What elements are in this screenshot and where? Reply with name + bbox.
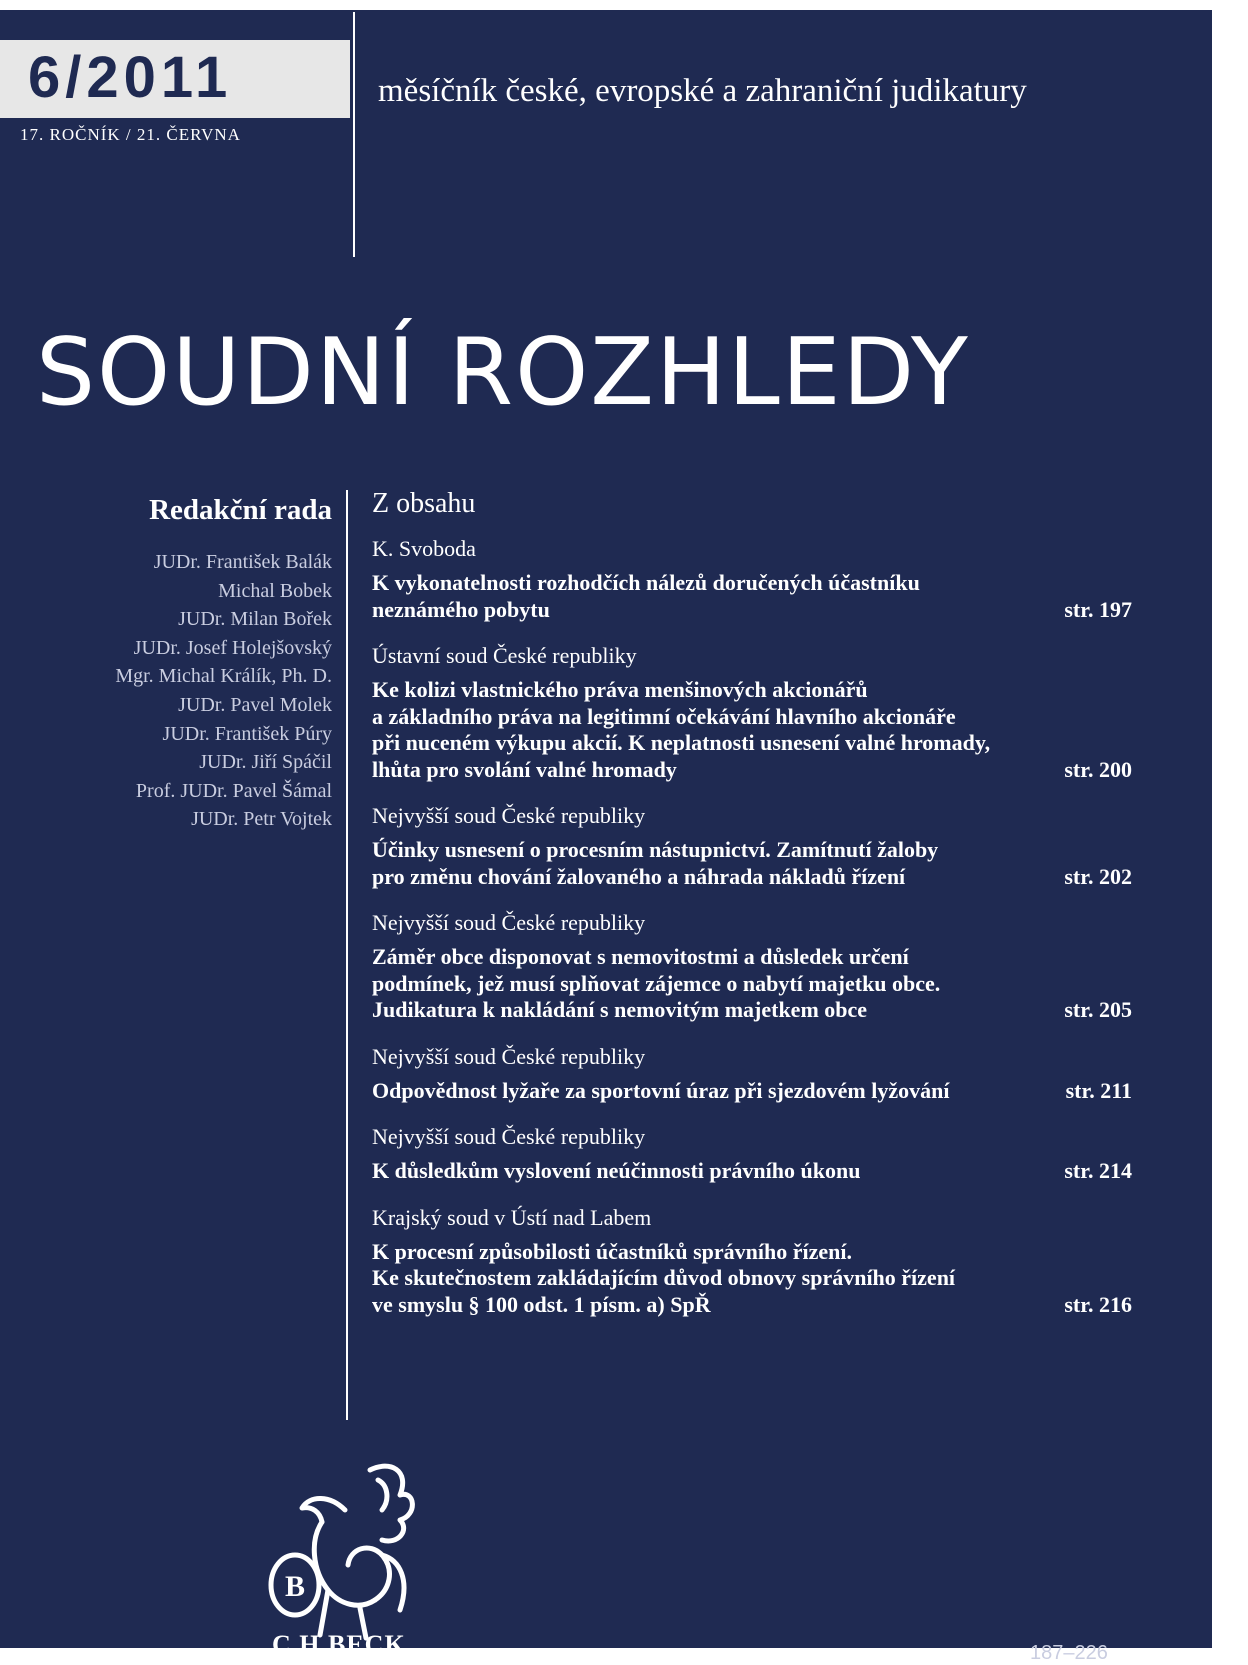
toc-entry	[372, 1203, 1132, 1319]
toc-source: Nejvyšší soud České republiky	[372, 803, 646, 828]
toc-source: Nejvyšší soud České republiky	[372, 910, 646, 935]
toc-entry	[372, 908, 1132, 1024]
board-member: JUDr. Jiří Spáčil	[199, 751, 332, 774]
toc-article-line: při nuceném výkupu akcií. K neplatnosti usnesení valné hromady,	[372, 730, 991, 755]
board-member: Mgr. Michal Králík, Ph. D.	[115, 665, 332, 688]
toc-article-line: K vykonatelnosti rozhodčích nálezů doručených účastníku	[372, 570, 920, 595]
toc-article-title	[372, 837, 1132, 890]
toc-article-title	[372, 1158, 1132, 1185]
toc-article-title	[372, 1078, 1132, 1105]
toc-article-title	[372, 677, 1132, 783]
toc-article-line: Účinky usnesení o procesním nástupnictví. Zamítnutí žaloby	[372, 837, 939, 862]
toc-list	[372, 534, 1132, 1318]
griffin-logo-icon	[250, 1450, 430, 1650]
toc-page-number: str. 200	[1064, 756, 1132, 782]
toc-article-line: a základního práva na legitimní očekávání hlavního akcionáře	[372, 703, 956, 729]
toc-source: Nejvyšší soud České republiky	[372, 1043, 646, 1069]
toc-page-number: str. 214	[1064, 1158, 1132, 1183]
board-member: Michal Bobek	[218, 579, 332, 602]
table-of-contents	[372, 488, 1132, 1336]
issue-number: 6/2011	[28, 45, 233, 110]
toc-article-title	[372, 944, 1132, 1024]
publisher-name: C.H.BECK	[272, 1630, 406, 1659]
toc-entry	[372, 534, 1132, 623]
toc-article-line: Odpovědnost lyžaře za sportovní úraz při sjezdovém lyžování	[372, 1077, 950, 1103]
toc-entry	[372, 1122, 1132, 1185]
contents-divider	[346, 490, 348, 1420]
editorial-board-list	[115, 548, 332, 834]
toc-article-line: podmínek, jež musí splňovat zájemce o nabytí majetku obce.	[372, 970, 941, 996]
toc-article-line: Záměr obce disponovat s nemovitostmi a důsledek určení	[372, 944, 909, 969]
board-member: JUDr. Josef Holejšovský	[133, 636, 332, 659]
toc-article-line: Ke skutečnostem zakládajícím důvod obnovy správního řízení	[372, 1265, 956, 1290]
header-divider	[353, 12, 355, 257]
toc-article-title	[372, 570, 1132, 623]
contents-title: Z obsahu	[372, 488, 476, 519]
toc-page-number: str. 211	[1065, 1077, 1132, 1103]
toc-page-number: str. 205	[1064, 997, 1132, 1022]
board-member: JUDr. Pavel Molek	[178, 693, 332, 716]
toc-entry	[372, 801, 1132, 890]
toc-source: K. Svoboda	[372, 536, 476, 561]
board-member: JUDr. Petr Vojtek	[191, 808, 332, 831]
board-member: JUDr. František Balák	[153, 551, 332, 573]
toc-article-line: neznámého pobytu	[372, 596, 550, 622]
magazine-subtitle: měsíčník české, evropské a zahraniční judikatury	[378, 73, 1027, 109]
board-member: JUDr. Milan Bořek	[178, 608, 332, 631]
toc-article-line: K důsledkům vyslovení neúčinnosti právního úkonu	[372, 1158, 861, 1183]
magazine-cover	[0, 10, 1212, 1664]
toc-page-number: str. 197	[1064, 596, 1132, 622]
editorial-board-title: Redakční rada	[149, 494, 332, 526]
toc-article-title	[372, 1239, 1132, 1319]
board-member: Prof. JUDr. Pavel Šámal	[135, 779, 332, 802]
toc-page-number: str. 216	[1064, 1291, 1132, 1317]
toc-article-line: ve smyslu § 100 odst. 1 písm. a) SpŘ	[372, 1291, 711, 1317]
toc-article-line: lhůta pro svolání valné hromady	[372, 756, 677, 782]
volume-date-line: 17. ROČNÍK / 21. ČERVNA	[20, 125, 241, 144]
toc-article-line: pro změnu chování žalovaného a náhrada nákladů řízení	[372, 863, 906, 889]
toc-entry	[372, 1042, 1132, 1105]
toc-article-line: K procesní způsobilosti účastníků správního řízení.	[372, 1238, 853, 1264]
logo-letter: B	[284, 1570, 306, 1603]
toc-entry	[372, 641, 1132, 783]
toc-article-line: Judikatura k nakládání s nemovitým majetkem obce	[372, 997, 868, 1022]
toc-source: Krajský soud v Ústí nad Labem	[372, 1204, 652, 1230]
magazine-title: SOUDNÍ ROZHLEDY	[36, 318, 970, 426]
board-member: JUDr. František Púry	[162, 722, 332, 745]
toc-article-line: Ke kolizi vlastnického práva menšinových akcionářů	[372, 677, 868, 702]
toc-source: Nejvyšší soud České republiky	[372, 1124, 646, 1149]
page-range: 187–226	[1030, 1642, 1108, 1664]
toc-page-number: str. 202	[1064, 863, 1132, 889]
toc-source: Ústavní soud České republiky	[372, 643, 637, 668]
